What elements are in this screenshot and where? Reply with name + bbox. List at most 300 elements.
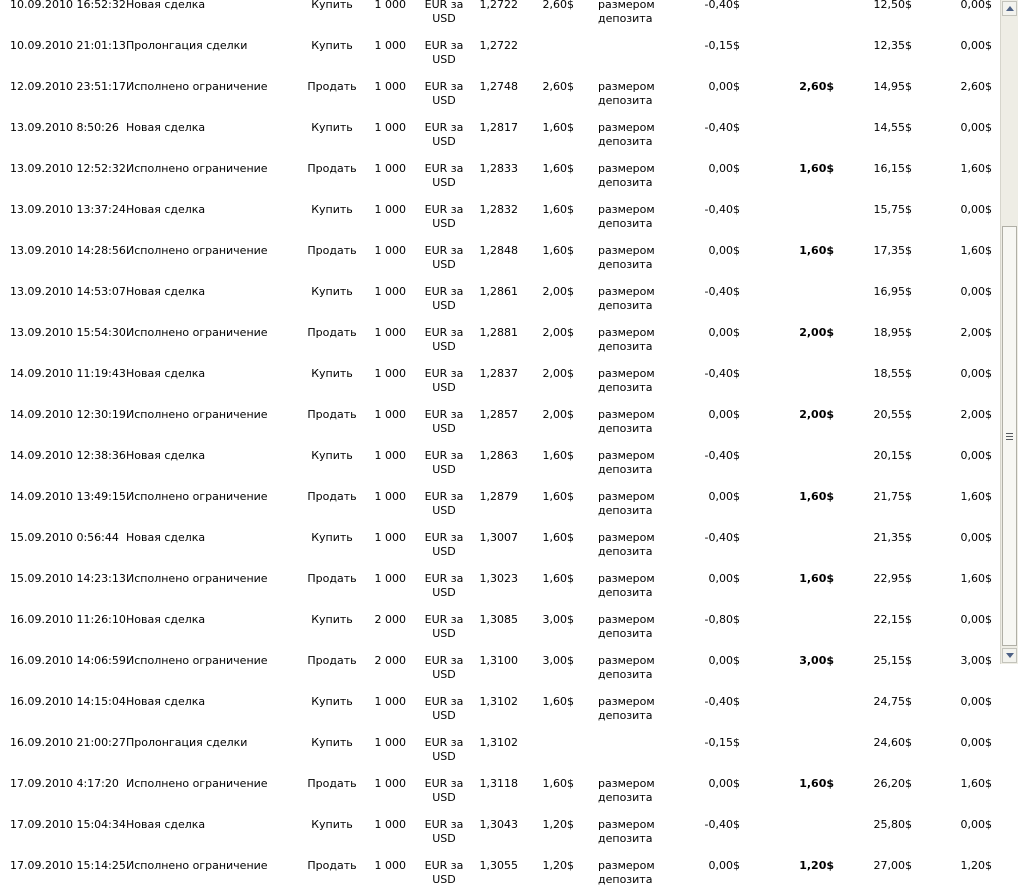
table-row[interactable]	[0, 313, 1000, 354]
trade-instrument-line: EUR за	[424, 121, 464, 134]
trade-balance	[838, 723, 918, 764]
trade-comment	[586, 149, 690, 190]
scroll-thumb[interactable]	[1002, 226, 1017, 646]
trade-swap-text: -0,40$	[704, 695, 740, 708]
trade-quantity-text: 1 000	[374, 859, 406, 872]
trade-quantity	[366, 682, 414, 723]
trade-profit-text	[744, 108, 834, 121]
trade-datetime-text: 10.09.2010 21:01:13	[10, 39, 126, 52]
trade-profit-text: 2,60$	[799, 80, 834, 93]
table-row[interactable]	[0, 272, 1000, 313]
trade-fee-text: 3,00$	[542, 613, 574, 626]
trade-profit	[744, 682, 838, 723]
trade-profit-text	[744, 682, 834, 695]
trade-instrument	[414, 272, 474, 313]
trade-side-text: Купить	[311, 285, 353, 298]
trade-instrument	[414, 26, 474, 67]
trade-comment	[586, 190, 690, 231]
trade-total-text: 1,60$	[960, 777, 992, 790]
trade-balance-text: 12,50$	[873, 0, 912, 11]
trade-balance	[838, 354, 918, 395]
trade-price-text: 1,2881	[479, 326, 518, 339]
trade-operation-text: Новая сделка	[126, 285, 206, 298]
trade-instrument	[414, 846, 474, 887]
trade-swap-text: 0,00$	[708, 80, 740, 93]
trade-total	[918, 641, 1000, 682]
table-row[interactable]	[0, 190, 1000, 231]
trade-price	[474, 108, 526, 149]
trade-quantity	[366, 190, 414, 231]
trade-total	[918, 395, 1000, 436]
trade-total	[918, 518, 1000, 559]
table-row[interactable]	[0, 0, 1000, 26]
trade-fee-text: 1,60$	[542, 244, 574, 257]
trade-balance	[838, 846, 918, 887]
trade-instrument-line: EUR за	[424, 654, 464, 667]
trade-swap	[690, 682, 744, 723]
trade-price-text: 1,2722	[479, 0, 518, 11]
trade-swap-text: 0,00$	[708, 326, 740, 339]
table-row[interactable]	[0, 559, 1000, 600]
table-row[interactable]	[0, 846, 1000, 887]
trade-profit	[744, 641, 838, 682]
trade-fee	[526, 313, 586, 354]
table-row[interactable]	[0, 805, 1000, 846]
arrow-down-icon	[1006, 653, 1014, 658]
trade-swap	[690, 723, 744, 764]
trade-side	[298, 764, 366, 805]
trade-price-text: 1,2817	[479, 121, 518, 134]
trade-balance-text: 18,95$	[873, 326, 912, 339]
trade-comment	[586, 518, 690, 559]
table-row[interactable]	[0, 67, 1000, 108]
trade-comment	[586, 0, 690, 26]
trade-swap	[690, 354, 744, 395]
trade-instrument	[414, 436, 474, 477]
trade-comment-line: размером	[598, 203, 655, 216]
trade-instrument-line: EUR за	[424, 367, 464, 380]
trade-price-text: 1,2748	[479, 80, 518, 93]
trade-comment	[586, 764, 690, 805]
trade-instrument	[414, 231, 474, 272]
table-row[interactable]	[0, 395, 1000, 436]
trade-operation	[126, 436, 298, 477]
trade-datetime-text: 14.09.2010 12:38:36	[10, 449, 126, 462]
trade-operation	[126, 764, 298, 805]
trade-comment-line: депозита	[598, 504, 653, 517]
trade-profit	[744, 67, 838, 108]
trade-instrument	[414, 0, 474, 26]
trade-price	[474, 805, 526, 846]
trade-price-text: 1,3100	[479, 654, 518, 667]
trade-profit-text	[744, 600, 834, 613]
trade-fee	[526, 723, 586, 764]
trade-side	[298, 559, 366, 600]
trade-balance-text: 22,95$	[873, 572, 912, 585]
table-row[interactable]	[0, 682, 1000, 723]
trade-instrument-line: EUR за	[424, 572, 464, 585]
trade-datetime-text: 15.09.2010 0:56:44	[10, 531, 119, 544]
trade-total	[918, 67, 1000, 108]
trade-comment-line: депозита	[598, 832, 653, 845]
trade-side	[298, 0, 366, 26]
trade-operation	[126, 67, 298, 108]
trade-total-text: 3,00$	[960, 654, 992, 667]
trade-total	[918, 682, 1000, 723]
trade-comment	[586, 805, 690, 846]
table-row[interactable]	[0, 723, 1000, 764]
trade-swap	[690, 764, 744, 805]
trade-comment	[586, 26, 690, 67]
trade-profit	[744, 846, 838, 887]
trade-profit-text	[744, 436, 834, 449]
trade-balance-text: 14,95$	[873, 80, 912, 93]
trade-datetime-text: 14.09.2010 11:19:43	[10, 367, 126, 380]
trade-price	[474, 0, 526, 26]
trade-instrument-line: EUR за	[424, 39, 464, 52]
table-row[interactable]	[0, 518, 1000, 559]
trade-instrument-line: USD	[432, 94, 456, 107]
trade-profit-text	[744, 805, 834, 818]
trade-operation-text: Исполнено ограничение	[126, 777, 268, 790]
trade-quantity-text: 1 000	[374, 572, 406, 585]
trade-quantity	[366, 805, 414, 846]
trade-instrument-line: USD	[432, 586, 456, 599]
trade-instrument-line: EUR за	[424, 736, 464, 749]
trade-price	[474, 477, 526, 518]
trade-comment-line: размером	[598, 859, 655, 872]
table-row[interactable]	[0, 354, 1000, 395]
trade-price-text: 1,2722	[479, 39, 518, 52]
trade-side-text: Купить	[311, 367, 353, 380]
trade-side	[298, 67, 366, 108]
table-row[interactable]	[0, 600, 1000, 641]
trade-datetime-text: 13.09.2010 15:54:30	[10, 326, 126, 339]
trade-instrument-line: EUR за	[424, 531, 464, 544]
trade-profit	[744, 395, 838, 436]
trade-datetime-text: 16.09.2010 11:26:10	[10, 613, 126, 626]
trade-price	[474, 395, 526, 436]
trade-quantity	[366, 313, 414, 354]
trade-operation	[126, 600, 298, 641]
trade-total	[918, 313, 1000, 354]
trade-operation-text: Пролонгация сделки	[126, 39, 248, 52]
trade-profit	[744, 477, 838, 518]
trade-comment-line: депозита	[598, 709, 653, 722]
trade-profit-text	[744, 26, 834, 39]
trade-balance-text: 24,60$	[873, 736, 912, 749]
trade-comment-line: депозита	[598, 217, 653, 230]
trade-price-text: 1,2837	[479, 367, 518, 380]
trade-fee-text	[526, 723, 574, 736]
trade-price	[474, 26, 526, 67]
trade-fee	[526, 641, 586, 682]
trade-operation-text: Исполнено ограничение	[126, 162, 268, 175]
trade-price	[474, 600, 526, 641]
trade-price	[474, 354, 526, 395]
trade-swap	[690, 108, 744, 149]
trade-side	[298, 231, 366, 272]
trade-balance	[838, 313, 918, 354]
trade-instrument-line: EUR за	[424, 0, 464, 11]
trade-comment-line: размером	[598, 285, 655, 298]
trade-comment-line: размером	[598, 695, 655, 708]
trade-quantity-text: 1 000	[374, 367, 406, 380]
trade-profit	[744, 559, 838, 600]
trade-side-text: Продать	[307, 654, 357, 667]
trade-fee-text: 1,20$	[542, 859, 574, 872]
trade-total	[918, 149, 1000, 190]
trade-fee	[526, 600, 586, 641]
trade-fee-text: 1,60$	[542, 121, 574, 134]
trade-price	[474, 149, 526, 190]
trade-datetime	[0, 26, 126, 67]
trade-profit-text	[744, 354, 834, 367]
table-row[interactable]	[0, 108, 1000, 149]
table-row[interactable]	[0, 477, 1000, 518]
trade-instrument-line: EUR за	[424, 695, 464, 708]
trade-side	[298, 477, 366, 518]
trade-profit	[744, 518, 838, 559]
trade-datetime	[0, 67, 126, 108]
trade-datetime	[0, 231, 126, 272]
trade-balance	[838, 641, 918, 682]
trade-datetime-text: 16.09.2010 21:00:27	[10, 736, 126, 749]
trade-comment-line: депозита	[598, 94, 653, 107]
trade-balance-text: 27,00$	[873, 859, 912, 872]
trade-datetime-text: 13.09.2010 8:50:26	[10, 121, 119, 134]
trade-side-text: Купить	[311, 203, 353, 216]
trade-side	[298, 436, 366, 477]
trade-datetime	[0, 190, 126, 231]
trade-price	[474, 190, 526, 231]
trade-profit-text	[744, 723, 834, 736]
trade-balance	[838, 272, 918, 313]
trade-balance-text: 26,20$	[873, 777, 912, 790]
trade-comment-line: размером	[598, 408, 655, 421]
trade-swap	[690, 67, 744, 108]
trade-price-text: 1,2861	[479, 285, 518, 298]
trade-fee	[526, 436, 586, 477]
trade-datetime	[0, 436, 126, 477]
trade-datetime	[0, 354, 126, 395]
trade-total	[918, 354, 1000, 395]
trade-fee	[526, 67, 586, 108]
vertical-scrollbar[interactable]	[1000, 0, 1018, 664]
trade-balance	[838, 395, 918, 436]
trade-total-text: 0,00$	[960, 449, 992, 462]
table-row[interactable]	[0, 436, 1000, 477]
trade-price	[474, 67, 526, 108]
trade-comment	[586, 846, 690, 887]
trade-balance-text: 25,80$	[873, 818, 912, 831]
trade-quantity	[366, 26, 414, 67]
scroll-down-button[interactable]	[1002, 648, 1017, 663]
trade-operation-text: Новая сделка	[126, 203, 206, 216]
trade-datetime-text: 17.09.2010 15:04:34	[10, 818, 126, 831]
trade-instrument-line: USD	[432, 832, 456, 845]
trade-side-text: Продать	[307, 408, 357, 421]
trade-comment	[586, 641, 690, 682]
trade-instrument	[414, 600, 474, 641]
trade-price-text: 1,3102	[479, 695, 518, 708]
trade-fee	[526, 190, 586, 231]
trade-instrument	[414, 477, 474, 518]
trade-quantity-text: 1 000	[374, 80, 406, 93]
trade-balance	[838, 190, 918, 231]
trade-quantity	[366, 723, 414, 764]
table-row[interactable]	[0, 231, 1000, 272]
trade-total	[918, 723, 1000, 764]
trade-profit	[744, 313, 838, 354]
trade-side-text: Купить	[311, 121, 353, 134]
trade-operation-text: Исполнено ограничение	[126, 408, 268, 421]
trade-operation	[126, 641, 298, 682]
trade-quantity	[366, 641, 414, 682]
trade-comment-line: депозита	[598, 627, 653, 640]
trade-comment-line: размером	[598, 531, 655, 544]
trade-datetime	[0, 313, 126, 354]
trade-balance-text: 14,55$	[873, 121, 912, 134]
trade-balance-text: 21,35$	[873, 531, 912, 544]
table-row[interactable]	[0, 641, 1000, 682]
trade-profit-text: 3,00$	[799, 654, 834, 667]
trade-side-text: Продать	[307, 162, 357, 175]
trade-price-text: 1,3043	[479, 818, 518, 831]
trade-total-text: 0,00$	[960, 367, 992, 380]
trade-total-text: 1,60$	[960, 162, 992, 175]
trade-profit	[744, 149, 838, 190]
trade-instrument-line: USD	[432, 217, 456, 230]
trade-instrument-line: EUR за	[424, 449, 464, 462]
trade-comment-line: размером	[598, 490, 655, 503]
trade-comment	[586, 354, 690, 395]
trade-datetime	[0, 477, 126, 518]
trade-instrument-line: USD	[432, 258, 456, 271]
trade-side	[298, 600, 366, 641]
trade-profit-text: 1,60$	[799, 777, 834, 790]
trade-total	[918, 846, 1000, 887]
trade-instrument	[414, 764, 474, 805]
trade-instrument-line: EUR за	[424, 203, 464, 216]
trade-instrument	[414, 518, 474, 559]
trade-instrument-line: EUR за	[424, 818, 464, 831]
trade-datetime-text: 10.09.2010 16:52:32	[10, 0, 126, 11]
trade-side-text: Купить	[311, 613, 353, 626]
trade-datetime	[0, 846, 126, 887]
trade-balance	[838, 26, 918, 67]
trade-quantity-text: 2 000	[374, 613, 406, 626]
trade-profit	[744, 600, 838, 641]
trade-instrument-line: USD	[432, 545, 456, 558]
trade-price-text: 1,3118	[479, 777, 518, 790]
trade-side-text: Купить	[311, 736, 353, 749]
trade-profit-text: 1,60$	[799, 572, 834, 585]
trade-balance-text: 22,15$	[873, 613, 912, 626]
trade-quantity-text: 1 000	[374, 203, 406, 216]
trade-instrument-line: EUR за	[424, 285, 464, 298]
trade-operation	[126, 805, 298, 846]
trade-datetime-text: 16.09.2010 14:15:04	[10, 695, 126, 708]
trade-operation	[126, 354, 298, 395]
trade-datetime-text: 12.09.2010 23:51:17	[10, 80, 126, 93]
table-row[interactable]	[0, 764, 1000, 805]
trade-swap	[690, 26, 744, 67]
trade-price-text: 1,2832	[479, 203, 518, 216]
trade-comment-line: размером	[598, 162, 655, 175]
trade-operation	[126, 395, 298, 436]
trade-price	[474, 846, 526, 887]
trade-instrument-line: EUR за	[424, 408, 464, 421]
trade-fee-text: 1,60$	[542, 490, 574, 503]
trade-comment-line: депозита	[598, 873, 653, 886]
trade-side-text: Купить	[311, 531, 353, 544]
trade-fee	[526, 477, 586, 518]
trade-profit-text	[744, 272, 834, 285]
trade-operation	[126, 149, 298, 190]
trade-total	[918, 436, 1000, 477]
trade-profit	[744, 436, 838, 477]
trade-comment	[586, 436, 690, 477]
trade-side	[298, 805, 366, 846]
trade-fee	[526, 764, 586, 805]
trade-datetime	[0, 641, 126, 682]
trade-balance-text: 12,35$	[873, 39, 912, 52]
trade-datetime-text: 13.09.2010 14:28:56	[10, 244, 126, 257]
trade-comment	[586, 272, 690, 313]
trade-datetime	[0, 682, 126, 723]
trade-fee-text: 1,60$	[542, 162, 574, 175]
trade-datetime-text: 13.09.2010 14:53:07	[10, 285, 126, 298]
trade-total-text: 1,20$	[960, 859, 992, 872]
trade-comment-line: депозита	[598, 791, 653, 804]
trade-price-text: 1,2833	[479, 162, 518, 175]
trade-comment-line: размером	[598, 0, 655, 11]
trade-balance-text: 20,55$	[873, 408, 912, 421]
trade-instrument-line: EUR за	[424, 326, 464, 339]
trade-instrument-line: USD	[432, 709, 456, 722]
trade-price-text: 1,3055	[479, 859, 518, 872]
trade-comment-line: депозита	[598, 12, 653, 25]
trade-instrument-line: USD	[432, 750, 456, 763]
trade-datetime	[0, 108, 126, 149]
arrow-up-icon	[1006, 6, 1014, 11]
trade-instrument-line: EUR за	[424, 490, 464, 503]
trade-total	[918, 231, 1000, 272]
trade-fee	[526, 805, 586, 846]
trade-total-text: 0,00$	[960, 531, 992, 544]
trade-operation-text: Исполнено ограничение	[126, 80, 268, 93]
trade-quantity-text: 1 000	[374, 285, 406, 298]
trade-operation-text: Новая сделка	[126, 613, 206, 626]
trade-comment-line: депозита	[598, 463, 653, 476]
trade-price	[474, 723, 526, 764]
trade-instrument-line: USD	[432, 381, 456, 394]
trade-quantity	[366, 108, 414, 149]
scroll-up-button[interactable]	[1002, 1, 1017, 16]
table-row[interactable]	[0, 26, 1000, 67]
trade-instrument-line: USD	[432, 12, 456, 25]
trade-quantity-text: 2 000	[374, 654, 406, 667]
table-row[interactable]	[0, 149, 1000, 190]
trade-balance-text: 16,95$	[873, 285, 912, 298]
trade-swap-text: -0,40$	[704, 121, 740, 134]
trade-side-text: Продать	[307, 80, 357, 93]
trade-instrument	[414, 805, 474, 846]
trade-datetime-text: 17.09.2010 15:14:25	[10, 859, 126, 872]
trade-quantity	[366, 272, 414, 313]
trade-balance-text: 25,15$	[873, 654, 912, 667]
